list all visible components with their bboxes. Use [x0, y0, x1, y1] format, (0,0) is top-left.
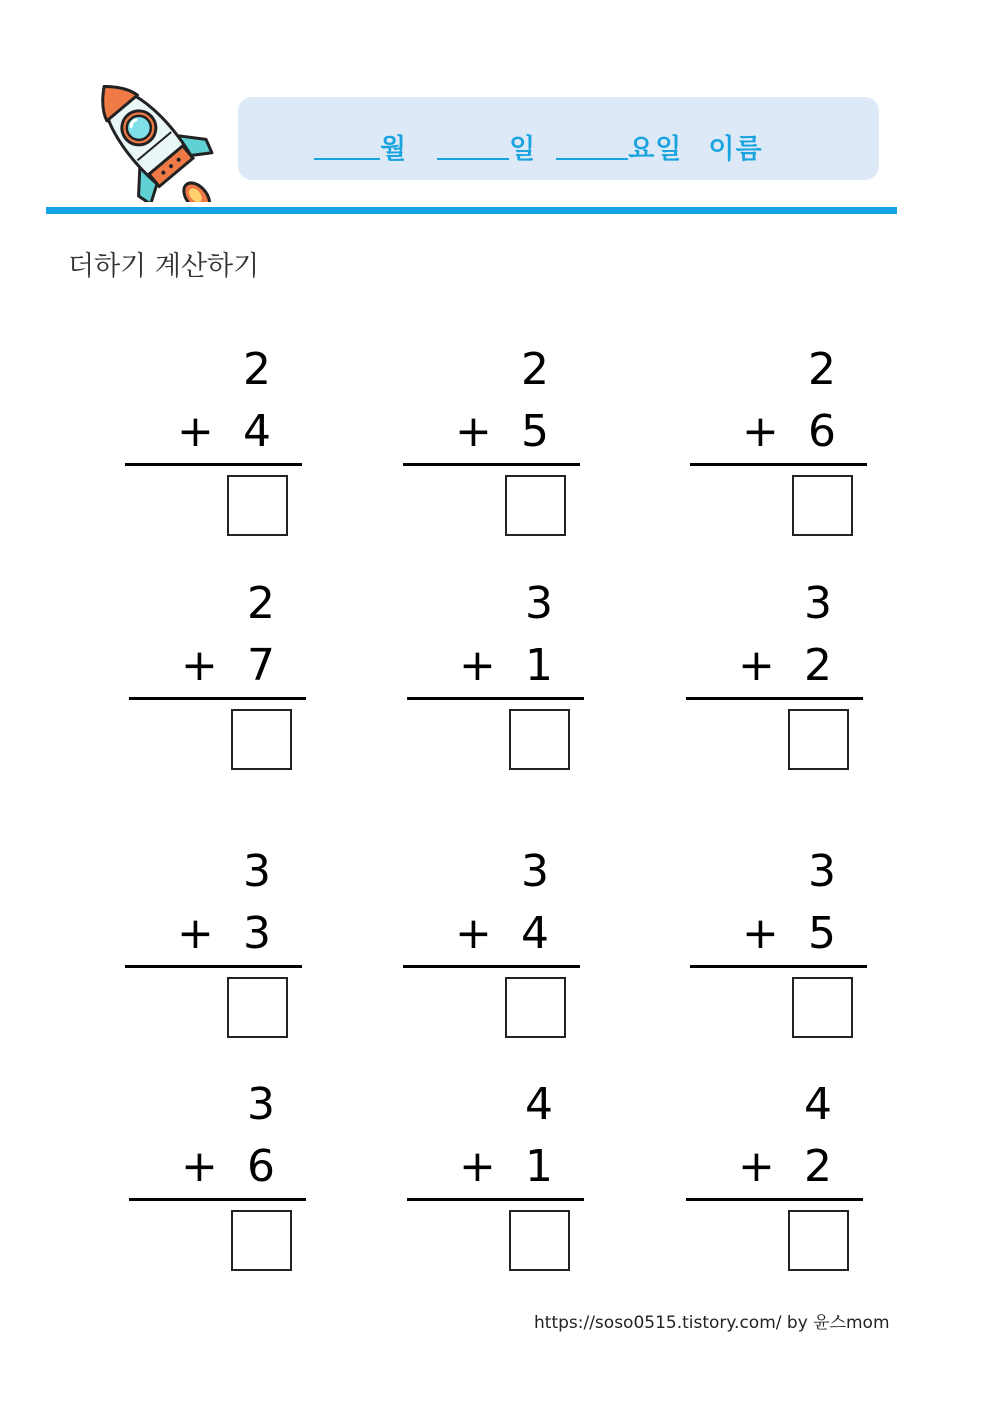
problem-1 — [125, 343, 305, 543]
plus-sign: + — [742, 406, 779, 457]
problem-6 — [686, 577, 866, 777]
top-number: 3 — [804, 578, 832, 629]
day-label: 일 — [509, 134, 537, 165]
sum-line — [686, 1198, 863, 1201]
rocket-icon — [64, 72, 224, 202]
month-blank[interactable] — [314, 134, 380, 160]
bottom-number: 4 — [521, 908, 549, 959]
problem-3 — [690, 343, 870, 543]
bottom-number: 5 — [521, 406, 549, 457]
answer-box[interactable] — [788, 1210, 849, 1271]
top-number: 4 — [804, 1079, 832, 1130]
bottom-number: 1 — [525, 640, 553, 691]
top-number: 3 — [521, 846, 549, 897]
problem-8 — [403, 845, 583, 1045]
weekday-label: 요일 — [628, 134, 683, 165]
sum-line — [125, 463, 302, 466]
plus-sign: + — [459, 640, 496, 691]
weekday-blank[interactable] — [556, 134, 628, 160]
top-number: 2 — [243, 344, 271, 395]
answer-box[interactable] — [505, 475, 566, 536]
plus-sign: + — [742, 908, 779, 959]
answer-box[interactable] — [792, 475, 853, 536]
answer-box[interactable] — [231, 1210, 292, 1271]
sum-line — [129, 697, 306, 700]
answer-box[interactable] — [509, 709, 570, 770]
answer-box[interactable] — [505, 977, 566, 1038]
plus-sign: + — [177, 908, 214, 959]
day-blank[interactable] — [437, 134, 509, 160]
answer-box[interactable] — [788, 709, 849, 770]
date-name-line — [314, 127, 763, 166]
sum-line — [125, 965, 302, 968]
problem-12 — [686, 1078, 866, 1278]
problem-10 — [129, 1078, 309, 1278]
sum-line — [407, 1198, 584, 1201]
sum-line — [403, 965, 580, 968]
plus-sign: + — [455, 908, 492, 959]
problem-11 — [407, 1078, 587, 1278]
date-name-header — [238, 97, 879, 180]
answer-box[interactable] — [509, 1210, 570, 1271]
name-label: 이름 — [708, 134, 763, 165]
bottom-number: 1 — [525, 1141, 553, 1192]
problem-5 — [407, 577, 587, 777]
plus-sign: + — [181, 640, 218, 691]
header-divider — [46, 207, 897, 214]
problem-4 — [129, 577, 309, 777]
bottom-number: 2 — [804, 640, 832, 691]
plus-sign: + — [459, 1141, 496, 1192]
answer-box[interactable] — [227, 977, 288, 1038]
plus-sign: + — [181, 1141, 218, 1192]
plus-sign: + — [738, 1141, 775, 1192]
answer-box[interactable] — [227, 475, 288, 536]
top-number: 3 — [247, 1079, 275, 1130]
top-number: 2 — [247, 578, 275, 629]
problem-7 — [125, 845, 305, 1045]
sum-line — [686, 697, 863, 700]
bottom-number: 7 — [247, 640, 275, 691]
sum-line — [690, 965, 867, 968]
top-number: 2 — [808, 344, 836, 395]
top-number: 3 — [243, 846, 271, 897]
sum-line — [403, 463, 580, 466]
bottom-number: 3 — [243, 908, 271, 959]
sum-line — [690, 463, 867, 466]
top-number: 3 — [808, 846, 836, 897]
problem-9 — [690, 845, 870, 1045]
top-number: 4 — [525, 1079, 553, 1130]
plus-sign: + — [455, 406, 492, 457]
month-label: 월 — [380, 134, 408, 165]
plus-sign: + — [738, 640, 775, 691]
bottom-number: 6 — [247, 1141, 275, 1192]
top-number: 2 — [521, 344, 549, 395]
answer-box[interactable] — [792, 977, 853, 1038]
sum-line — [407, 697, 584, 700]
worksheet-title: 더하기 계산하기 — [68, 251, 260, 282]
problem-2 — [403, 343, 583, 543]
source-credit: https://soso0515.tistory.com/ by 윤스mom — [534, 1313, 890, 1333]
answer-box[interactable] — [231, 709, 292, 770]
sum-line — [129, 1198, 306, 1201]
bottom-number: 4 — [243, 406, 271, 457]
bottom-number: 6 — [808, 406, 836, 457]
top-number: 3 — [525, 578, 553, 629]
plus-sign: + — [177, 406, 214, 457]
bottom-number: 2 — [804, 1141, 832, 1192]
bottom-number: 5 — [808, 908, 836, 959]
